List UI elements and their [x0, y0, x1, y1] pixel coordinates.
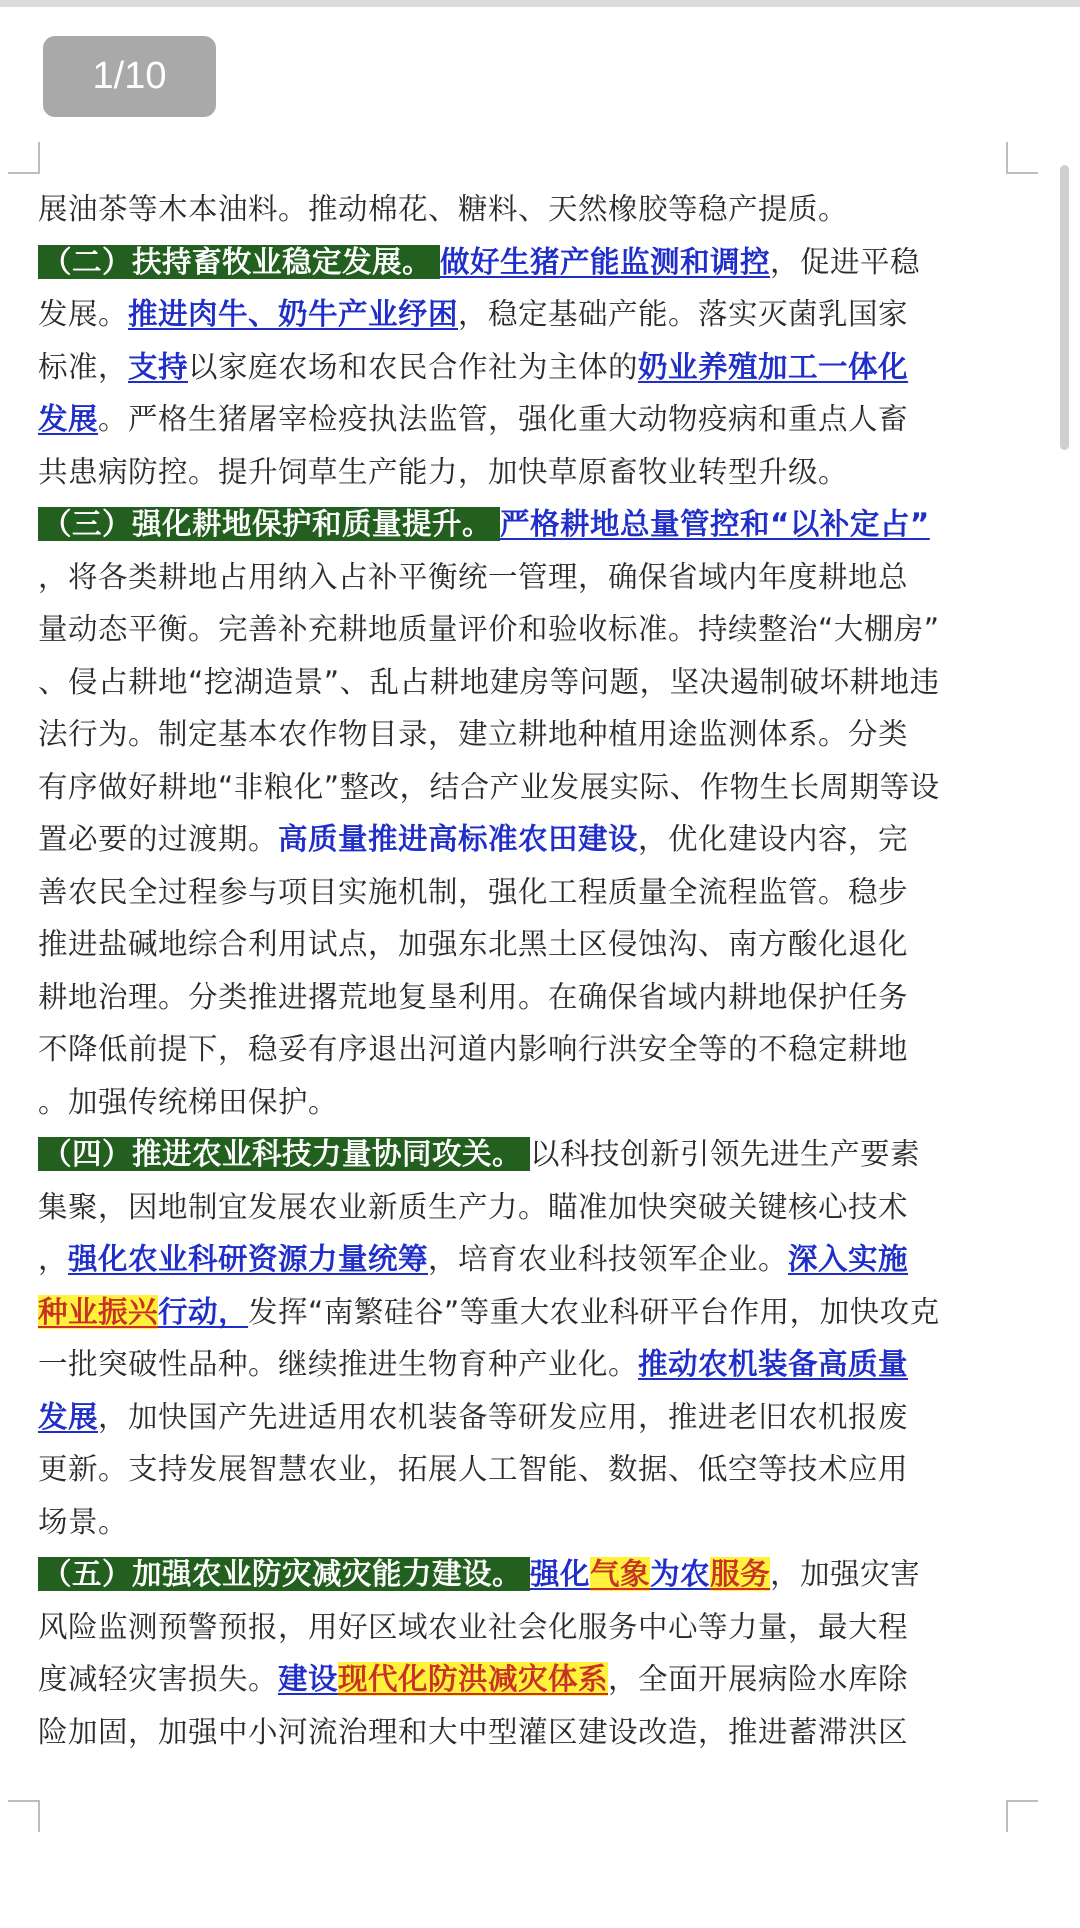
body-text: 善农民全过程参与项目实施机制，强化工程质量全流程监管。稳步: [38, 874, 909, 909]
section-heading: （二）扶持畜牧业稳定发展。: [38, 245, 440, 279]
body-text: ，加快国产先进适用农机装备等研发应用，推进老旧农机报废: [98, 1399, 909, 1434]
keyword-link: 推进肉牛、奶牛产业纾困: [128, 297, 459, 331]
scrollbar-thumb[interactable]: [1060, 165, 1069, 450]
yellow-highlight: 服务: [710, 1557, 771, 1591]
body-text: ，全面开展病险水库除: [608, 1662, 909, 1696]
body-text: 共患病防控。提升饲草生产能力，加快草原畜牧业转型升级。: [38, 454, 849, 489]
body-text: ，促进平稳: [770, 244, 921, 279]
text-line: [38, 1653, 1010, 1706]
page-corner-mark: [1006, 142, 1038, 174]
keyword-link: 发展: [38, 402, 99, 436]
top-progress-bar: [0, 0, 1080, 7]
body-text: 以家庭农场和农民合作社为主体的: [188, 349, 639, 384]
section-heading: （三）强化耕地保护和质量提升。: [38, 507, 500, 541]
body-text: 一批突破性品种。继续推进生物育种产业化。: [38, 1347, 639, 1381]
text-line: [38, 1706, 1010, 1759]
text-line: [38, 498, 1010, 551]
text-line: [38, 288, 1010, 341]
page-indicator: 1/10: [43, 36, 216, 117]
page-corner-mark: [1006, 1800, 1038, 1832]
text-line: [38, 1023, 1010, 1076]
section-heading: （四）推进农业科技力量协同攻关。: [38, 1137, 530, 1171]
body-text: 耕地治理。分类推进撂荒地复垦利用。在确保省域内耕地保护任务: [38, 979, 909, 1014]
text-line: [38, 656, 1010, 709]
text-line: [38, 1391, 1010, 1444]
body-text: ，稳定基础产能。落实灭菌乳国家: [458, 297, 909, 331]
text-line: [38, 1233, 1010, 1286]
page-corner-mark: [8, 142, 40, 174]
keyword-link: 支持: [128, 349, 189, 384]
text-line: [38, 551, 1010, 604]
yellow-highlight: 气象: [590, 1557, 651, 1591]
body-text: 标准，: [38, 349, 129, 384]
yellow-highlight: 现代化防洪减灾体系: [338, 1662, 609, 1696]
text-line: [38, 971, 1010, 1024]
text-line: [38, 813, 1010, 866]
body-text: ，优化建设内容，完: [638, 822, 909, 856]
body-text: 发展。: [38, 297, 129, 331]
body-text: 展油茶等木本油料。推动棉花、糖料、天然橡胶等稳产提质。: [38, 192, 849, 226]
keyword-link: 严格耕地总量管控和“以补定占”: [500, 507, 930, 541]
body-text: 、侵占耕地“挖湖造景”、乱占耕地建房等问题，坚决遏制破坏耕地违: [38, 664, 940, 699]
text-line: [38, 761, 1010, 814]
body-text: 险加固，加强中小河流治理和大中型灌区建设改造，推进蓄滞洪区: [38, 1714, 909, 1749]
text-line: [38, 1076, 1010, 1129]
keyword-link: 强化农业科研资源力量统筹: [68, 1242, 429, 1276]
text-line: [38, 1548, 1010, 1601]
body-text: 集聚，因地制宜发展农业新质生产力。瞄准加快突破关键核心技术: [38, 1189, 909, 1224]
keyword-link: 行动，: [158, 1294, 249, 1329]
text-line: [38, 708, 1010, 761]
text-line: [38, 603, 1010, 656]
yellow-highlight: 种业振兴: [38, 1294, 159, 1329]
body-text: 不降低前提下，稳妥有序退出河道内影响行洪安全等的不稳定耕地: [38, 1032, 909, 1066]
document-body: [38, 183, 1010, 1758]
section-heading: （五）加强农业防灾减灾能力建设。: [38, 1557, 530, 1591]
body-text: 度减轻灾害损失。: [38, 1662, 279, 1696]
text-line: [38, 393, 1010, 446]
body-text: ，: [38, 1242, 69, 1276]
text-line: [38, 1286, 1010, 1339]
keyword-link: 做好生猪产能监测和调控: [440, 244, 771, 279]
text-line: [38, 918, 1010, 971]
keyword-link: 发展: [38, 1399, 99, 1434]
body-text: ，将各类耕地占用纳入占补平衡统一管理，确保省域内年度耕地总: [38, 559, 909, 594]
body-text: 。严格生猪屠宰检疫执法监管，强化重大动物疫病和重点人畜: [98, 402, 909, 436]
body-text: 以科技创新引领先进生产要素: [530, 1137, 921, 1171]
text-line: [38, 183, 1010, 236]
body-text: 。加强传统梯田保护。: [38, 1084, 339, 1119]
text-line: [38, 1128, 1010, 1181]
body-text: 场景。: [38, 1504, 129, 1539]
body-text: 量动态平衡。完善补充耕地质量评价和验收标准。持续整治“大棚房”: [38, 612, 940, 646]
body-text: 置必要的过渡期。: [38, 822, 279, 856]
keyword-link: 奶业养殖加工一体化: [638, 349, 909, 384]
keyword-link: 强化: [530, 1557, 591, 1591]
text-line: [38, 236, 1010, 289]
text-line: [38, 341, 1010, 394]
page-corner-mark: [8, 1800, 40, 1832]
body-text: ，培育农业科技领军企业。: [428, 1242, 789, 1276]
keyword-link: 建设: [278, 1662, 339, 1696]
text-line: [38, 866, 1010, 919]
body-text: 发挥“南繁硅谷”等重大农业科研平台作用，加快攻克: [248, 1294, 940, 1329]
body-text: 更新。支持发展智慧农业，拓展人工智能、数据、低空等技术应用: [38, 1452, 909, 1486]
keyword-link: 深入实施: [788, 1242, 909, 1276]
text-line: [38, 1338, 1010, 1391]
keyword-link: 推动农机装备高质量: [638, 1347, 909, 1381]
body-text: 法行为。制定基本农作物目录，建立耕地种植用途监测体系。分类: [38, 717, 909, 751]
body-text: 有序做好耕地“非粮化”整改，结合产业发展实际、作物生长周期等设: [38, 769, 940, 804]
keyword-highlight: 高质量推进高标准农田建设: [278, 822, 639, 856]
text-line: [38, 1496, 1010, 1549]
text-line: [38, 1443, 1010, 1496]
text-line: [38, 446, 1010, 499]
keyword-link: 为农: [650, 1557, 711, 1591]
body-text: ，加强灾害: [770, 1557, 921, 1591]
text-line: [38, 1181, 1010, 1234]
body-text: 推进盐碱地综合利用试点，加强东北黑土区侵蚀沟、南方酸化退化: [38, 927, 909, 961]
body-text: 风险监测预警预报，用好区域农业社会化服务中心等力量，最大程: [38, 1609, 909, 1644]
text-line: [38, 1601, 1010, 1654]
